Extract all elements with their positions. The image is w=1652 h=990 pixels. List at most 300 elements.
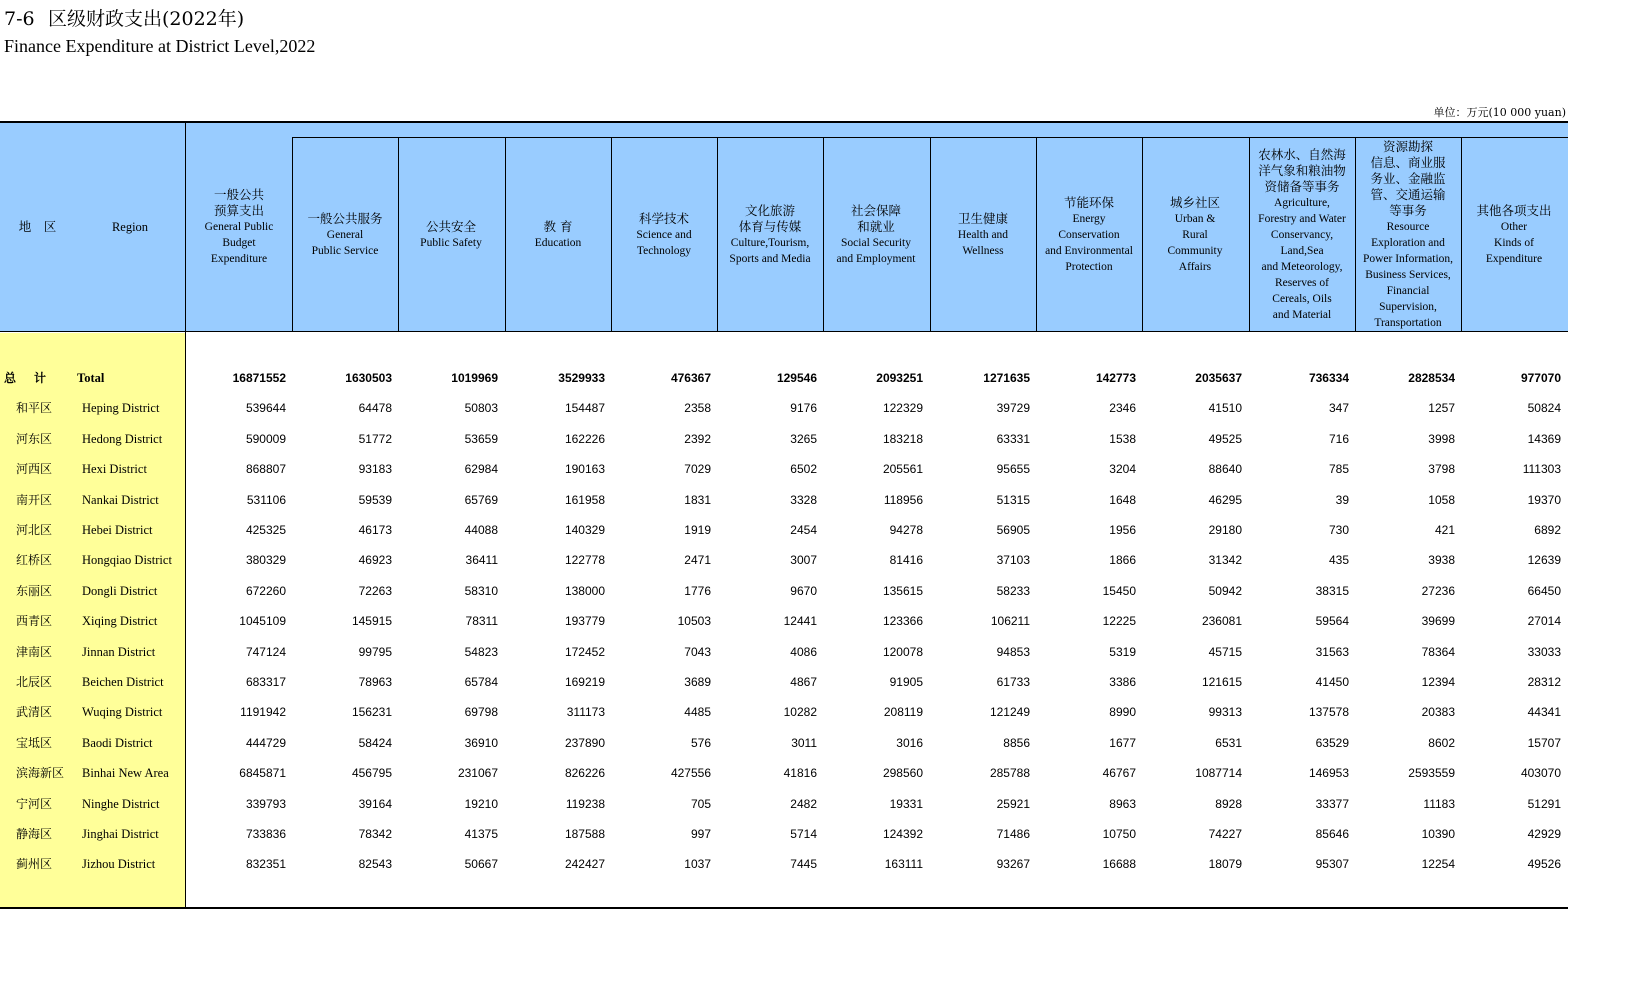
value-cell: 672260: [245, 583, 286, 598]
table-row: [0, 728, 1568, 758]
value-cell: 8602: [1428, 735, 1455, 750]
value-cell: 120078: [882, 644, 923, 659]
value-cell: 14369: [1527, 431, 1561, 446]
column-header: [1355, 138, 1461, 332]
title-chinese-text: 区级财政支出(2022年): [48, 8, 245, 30]
region-name-cn: 宁河区: [16, 796, 53, 811]
region-name-cn: 北辰区: [16, 675, 53, 689]
value-cell: 6892: [1534, 523, 1561, 537]
value-cell: 2828534: [1408, 371, 1455, 385]
value-cell: 41375: [464, 827, 498, 841]
value-cell: 46923: [358, 553, 392, 568]
value-cell: 183218: [882, 431, 923, 446]
table-row: [0, 606, 1568, 636]
value-cell: 3386: [1109, 675, 1136, 689]
column-header: [1249, 138, 1355, 332]
value-cell: 1019969: [451, 371, 498, 385]
value-cell: 298560: [882, 766, 923, 781]
value-cell: 590009: [245, 431, 286, 446]
table-row: [0, 637, 1568, 667]
value-cell: 140329: [564, 523, 605, 537]
value-cell: 716: [1328, 431, 1349, 446]
table-row: [0, 697, 1568, 727]
value-cell: 6845871: [239, 766, 286, 781]
value-cell: 51315: [996, 492, 1030, 507]
value-cell: 10503: [677, 614, 711, 629]
value-cell: 63331: [996, 431, 1030, 446]
value-cell: 54823: [464, 644, 498, 659]
region-name-cn: 东丽区: [16, 583, 53, 598]
region-name-cn: 滨海新区: [16, 766, 65, 781]
column-header-cn: 科学技术: [638, 211, 689, 226]
region-name-en: Jizhou District: [82, 857, 156, 872]
value-cell: 12394: [1421, 675, 1455, 689]
value-cell: 8928: [1215, 796, 1242, 811]
column-header: [1142, 138, 1248, 332]
column-header: [1036, 138, 1142, 332]
value-cell: 93183: [358, 462, 392, 477]
table-row: [0, 667, 1568, 697]
value-cell: 122329: [882, 401, 923, 416]
value-cell: 121615: [1201, 675, 1242, 689]
value-cell: 576: [690, 735, 711, 750]
value-cell: 169219: [564, 675, 605, 689]
value-cell: 868807: [245, 462, 286, 477]
value-cell: 3204: [1109, 462, 1136, 477]
value-cell: 10390: [1421, 827, 1455, 841]
value-cell: 51772: [358, 431, 392, 446]
column-header-en: Urban & Rural Community Affairs: [1167, 213, 1223, 273]
value-cell: 832351: [245, 857, 286, 872]
region-name-en: Hongqiao District: [82, 553, 172, 568]
column-header-cn: 文化旅游 体育与传媒: [738, 203, 802, 234]
value-cell: 3529933: [558, 371, 605, 385]
region-name-en: Hedong District: [82, 431, 163, 446]
value-cell: 531106: [246, 492, 286, 507]
value-cell: 5319: [1109, 644, 1136, 659]
value-cell: 74227: [1208, 827, 1242, 841]
column-header: [186, 122, 292, 332]
column-header-en: Education: [534, 237, 582, 249]
value-cell: 339793: [245, 796, 286, 811]
value-cell: 51291: [1527, 796, 1561, 811]
value-cell: 736334: [1308, 371, 1349, 385]
value-cell: 1538: [1109, 431, 1136, 446]
column-header-cn: 公共安全: [425, 219, 476, 234]
column-header-en: Culture,Tourism, Sports and Media: [729, 237, 811, 265]
value-cell: 61733: [996, 675, 1030, 689]
value-cell: 81416: [889, 553, 923, 568]
table-row: [0, 545, 1568, 575]
table-row: [0, 485, 1568, 515]
value-cell: 6531: [1215, 735, 1242, 750]
value-cell: 8963: [1109, 796, 1136, 811]
value-cell: 93267: [996, 857, 1030, 872]
value-cell: 91905: [889, 675, 923, 689]
value-cell: 476367: [670, 371, 711, 385]
table-row: [0, 849, 1568, 879]
value-cell: 36411: [465, 553, 498, 568]
value-cell: 119238: [565, 796, 605, 811]
page-title-chinese: [4, 4, 244, 31]
region-name-en: Hexi District: [82, 462, 147, 477]
value-cell: 3007: [790, 553, 817, 568]
value-cell: 2358: [684, 401, 711, 416]
value-cell: 41510: [1208, 401, 1242, 416]
value-cell: 205561: [882, 462, 923, 477]
value-cell: 1831: [684, 492, 711, 507]
value-cell: 72263: [358, 583, 392, 598]
value-cell: 3938: [1428, 553, 1455, 568]
value-cell: 2093251: [876, 371, 923, 385]
value-cell: 9176: [790, 401, 817, 416]
value-cell: 69798: [464, 705, 498, 720]
table-row: [0, 393, 1568, 423]
value-cell: 46295: [1208, 492, 1242, 507]
column-header-en: General Public Service: [311, 229, 379, 257]
value-cell: 142773: [1095, 371, 1136, 385]
value-cell: 94853: [996, 644, 1030, 659]
header-top-strip: [292, 122, 1568, 138]
value-cell: 193779: [564, 614, 605, 629]
value-cell: 63529: [1315, 735, 1349, 750]
value-cell: 4867: [790, 675, 817, 689]
value-cell: 118956: [883, 492, 923, 507]
value-cell: 10282: [783, 705, 817, 720]
table-bottom-rule: [0, 907, 1568, 909]
region-name-en: Dongli District: [82, 583, 158, 598]
value-cell: 231067: [457, 766, 498, 781]
region-name-en: Ninghe District: [82, 796, 160, 811]
value-cell: 50667: [464, 857, 498, 872]
value-cell: 6502: [790, 462, 817, 477]
value-cell: 7043: [684, 644, 711, 659]
value-cell: 1866: [1109, 553, 1136, 568]
value-cell: 71486: [996, 827, 1030, 841]
value-cell: 154487: [564, 401, 605, 416]
value-cell: 62984: [464, 462, 498, 477]
value-cell: 39: [1335, 492, 1349, 507]
value-cell: 58310: [464, 583, 498, 598]
value-cell: 705: [690, 796, 711, 811]
column-header: [717, 138, 823, 332]
table-row: [0, 819, 1568, 849]
value-cell: 427556: [670, 766, 711, 781]
region-name-cn: 蓟州区: [16, 857, 53, 872]
region-name-cn: 西青区: [16, 614, 53, 629]
column-header-cn: 教 育: [543, 219, 573, 234]
header-region-cn: 地 区: [18, 219, 57, 234]
value-cell: 997: [690, 827, 711, 841]
value-cell: 99313: [1208, 705, 1242, 720]
value-cell: 58424: [358, 735, 392, 750]
total-row: [0, 363, 1568, 393]
value-cell: 156231: [351, 705, 392, 720]
value-cell: 36910: [464, 735, 498, 750]
value-cell: 2346: [1109, 401, 1136, 416]
value-cell: 99795: [358, 644, 392, 659]
value-cell: 683317: [245, 675, 286, 689]
value-cell: 1257: [1428, 401, 1455, 416]
value-cell: 50942: [1208, 583, 1242, 598]
region-name-en: Beichen District: [82, 675, 164, 689]
value-cell: 347: [1328, 401, 1349, 416]
value-cell: 42929: [1527, 827, 1561, 841]
value-cell: 31563: [1315, 644, 1349, 659]
value-cell: 145915: [351, 614, 392, 629]
value-cell: 33033: [1527, 644, 1561, 659]
column-header-cn: 社会保障 和就业: [850, 203, 901, 234]
table-row: [0, 758, 1568, 788]
value-cell: 78311: [465, 614, 498, 629]
column-header-en: Agriculture, Forestry and Water Conservancy, Land,Sea and Meteorology, Reserves of Cereals, Oils and Material: [1258, 197, 1346, 321]
region-name-cn: 宝坻区: [16, 735, 53, 750]
table-row: [0, 576, 1568, 606]
value-cell: 106211: [990, 614, 1030, 629]
value-cell: 33377: [1315, 796, 1349, 811]
value-cell: 380329: [245, 553, 286, 568]
value-cell: 161958: [564, 492, 605, 507]
region-name-cn: 南开区: [16, 492, 53, 507]
value-cell: 163111: [884, 857, 923, 872]
value-cell: 12441: [783, 614, 817, 629]
value-cell: 190163: [564, 462, 605, 477]
column-header-cn: 一般公共服务: [307, 211, 383, 226]
value-cell: 39164: [358, 796, 392, 811]
value-cell: 29180: [1208, 523, 1242, 537]
value-cell: 19210: [464, 796, 498, 811]
value-cell: 12225: [1102, 614, 1136, 629]
value-cell: 730: [1328, 523, 1349, 537]
column-header: [398, 138, 504, 332]
column-header-en: Resource Exploration and Power Information, Business Services, Financial Supervision, Transportation: [1362, 221, 1454, 329]
region-name-en: Total: [77, 371, 105, 385]
column-header-en: Health and Wellness: [957, 229, 1009, 257]
value-cell: 19331: [889, 796, 923, 811]
value-cell: 237890: [564, 735, 605, 750]
region-name-en: Jinghai District: [82, 827, 159, 841]
value-cell: 2454: [790, 523, 817, 537]
value-cell: 50803: [464, 401, 498, 416]
table-row: [0, 454, 1568, 484]
value-cell: 95307: [1315, 857, 1349, 872]
value-cell: 425325: [245, 523, 286, 537]
region-name-cn: 总计: [4, 371, 65, 385]
value-cell: 65784: [464, 675, 498, 689]
value-cell: 3689: [684, 675, 711, 689]
value-cell: 37103: [996, 553, 1030, 568]
value-cell: 111303: [1522, 462, 1561, 477]
value-cell: 2471: [684, 553, 711, 568]
value-cell: 2035637: [1195, 371, 1242, 385]
table-number: 7-6: [4, 8, 35, 30]
value-cell: 10750: [1102, 827, 1136, 841]
value-cell: 1045109: [239, 614, 286, 629]
value-cell: 236081: [1201, 614, 1242, 629]
header-region-en: Region: [111, 220, 149, 234]
value-cell: 1919: [684, 523, 711, 537]
value-cell: 1271635: [983, 371, 1030, 385]
value-cell: 129546: [776, 371, 817, 385]
region-name-cn: 河东区: [16, 431, 53, 446]
column-header-en: General Public Budget Expenditure: [204, 221, 274, 265]
value-cell: 435: [1328, 553, 1349, 568]
value-cell: 826226: [564, 766, 605, 781]
column-header-en: Other Kinds of Expenditure: [1485, 221, 1543, 265]
value-cell: 65769: [464, 492, 498, 507]
value-cell: 403070: [1520, 766, 1561, 781]
value-cell: 162226: [564, 431, 605, 446]
value-cell: 78342: [358, 827, 392, 841]
region-name-en: Jinnan District: [82, 644, 156, 659]
value-cell: 19370: [1527, 492, 1561, 507]
value-cell: 44341: [1527, 705, 1561, 720]
value-cell: 85646: [1315, 827, 1349, 841]
column-header: [611, 138, 717, 332]
value-cell: 78963: [358, 675, 392, 689]
column-header: [823, 138, 929, 332]
value-cell: 46173: [358, 523, 392, 537]
value-cell: 59564: [1315, 614, 1349, 629]
region-name-en: Binhai New Area: [82, 766, 169, 781]
value-cell: 82543: [358, 857, 392, 872]
value-cell: 44088: [464, 523, 498, 537]
value-cell: 242427: [564, 857, 605, 872]
value-cell: 11183: [1423, 796, 1455, 811]
value-cell: 977070: [1520, 371, 1561, 385]
column-header: [505, 138, 611, 332]
column-header-en: Public Safety: [420, 237, 482, 249]
value-cell: 41816: [783, 766, 817, 781]
value-cell: 208119: [883, 705, 923, 720]
value-cell: 12639: [1527, 553, 1561, 568]
value-cell: 38315: [1315, 583, 1349, 598]
region-name-en: Nankai District: [82, 492, 159, 507]
value-cell: 3016: [896, 735, 923, 750]
value-cell: 18079: [1208, 857, 1242, 872]
value-cell: 3265: [790, 431, 817, 446]
value-cell: 421: [1434, 523, 1455, 537]
region-name-cn: 河西区: [16, 462, 53, 477]
value-cell: 3011: [791, 735, 817, 750]
column-header: [292, 138, 398, 332]
value-cell: 20383: [1421, 705, 1455, 720]
value-cell: 45715: [1208, 644, 1242, 659]
value-cell: 88640: [1208, 462, 1242, 477]
value-cell: 28312: [1527, 675, 1561, 689]
value-cell: 137578: [1308, 705, 1349, 720]
value-cell: 4485: [684, 705, 711, 720]
column-header: [1461, 138, 1567, 332]
table-row: [0, 424, 1568, 454]
value-cell: 2593559: [1408, 766, 1455, 781]
region-name-en: Baodi District: [82, 735, 153, 750]
value-cell: 12254: [1421, 857, 1455, 872]
value-cell: 785: [1328, 462, 1349, 477]
value-cell: 7029: [684, 462, 711, 477]
page-title-english: Finance Expenditure at District Level,2022: [4, 36, 316, 56]
value-cell: 49526: [1527, 857, 1561, 872]
value-cell: 444729: [245, 735, 286, 750]
value-cell: 1037: [684, 857, 711, 872]
region-name-cn: 静海区: [16, 827, 53, 841]
value-cell: 5714: [790, 827, 817, 841]
value-cell: 3998: [1428, 431, 1455, 446]
value-cell: 456795: [351, 766, 392, 781]
value-cell: 66450: [1527, 583, 1561, 598]
value-cell: 3328: [790, 492, 817, 507]
value-cell: 39699: [1421, 614, 1455, 629]
region-name-cn: 武清区: [16, 705, 53, 720]
value-cell: 9670: [790, 583, 817, 598]
value-cell: 1058: [1428, 492, 1455, 507]
column-header-cn: 资源勘探 信息、商业服 务业、金融监 管、交通运输 等事务: [1370, 139, 1446, 218]
value-cell: 15707: [1527, 735, 1561, 750]
value-cell: 2482: [790, 796, 817, 811]
value-cell: 187588: [564, 827, 605, 841]
value-cell: 121249: [989, 705, 1030, 720]
value-cell: 16688: [1102, 857, 1136, 872]
region-name-cn: 津南区: [16, 644, 53, 659]
region-name-cn: 河北区: [16, 523, 53, 537]
column-header-en: Social Security and Employment: [836, 237, 916, 265]
value-cell: 31342: [1208, 553, 1242, 568]
value-cell: 16871552: [232, 371, 286, 385]
value-cell: 53659: [464, 431, 498, 446]
value-cell: 138000: [564, 583, 605, 598]
value-cell: 3798: [1428, 462, 1455, 477]
value-cell: 1956: [1109, 523, 1136, 537]
column-header: [930, 138, 1036, 332]
value-cell: 123366: [882, 614, 923, 629]
value-cell: 27236: [1421, 583, 1455, 598]
column-header-en: Science and Technology: [636, 229, 692, 257]
value-cell: 8990: [1109, 705, 1136, 720]
value-cell: 94278: [889, 523, 923, 537]
value-cell: 146953: [1308, 766, 1349, 781]
value-cell: 39729: [996, 401, 1030, 416]
column-header-en: Energy Conservation and Environmental Protection: [1045, 213, 1133, 273]
value-cell: 58233: [996, 583, 1030, 598]
value-cell: 122778: [564, 553, 605, 568]
value-cell: 25921: [996, 796, 1030, 811]
value-cell: 1677: [1109, 735, 1136, 750]
value-cell: 311173: [566, 705, 605, 720]
region-name-cn: 和平区: [16, 401, 53, 416]
value-cell: 59539: [358, 492, 392, 507]
table-row: [0, 515, 1568, 545]
table-row: [0, 789, 1568, 819]
region-name-en: Heping District: [82, 401, 160, 416]
column-header-cn: 节能环保: [1063, 195, 1114, 210]
region-name-en: Hebei District: [82, 523, 153, 537]
value-cell: 747124: [245, 644, 286, 659]
value-cell: 4086: [790, 644, 817, 659]
column-header-cn: 卫生健康: [957, 211, 1008, 226]
region-name-en: Xiqing District: [82, 614, 158, 629]
value-cell: 1776: [684, 583, 711, 598]
column-header-cn: 城乡社区: [1169, 195, 1220, 210]
value-cell: 285788: [989, 766, 1030, 781]
column-header-cn: 一般公共 预算支出: [213, 187, 264, 218]
value-cell: 46767: [1102, 766, 1136, 781]
value-cell: 78364: [1421, 644, 1455, 659]
region-name-en: Wuqing District: [82, 705, 163, 720]
value-cell: 1087714: [1195, 766, 1242, 781]
value-cell: 135615: [882, 583, 923, 598]
unit-label: 单位：万元(10 000 yuan): [1433, 106, 1566, 119]
value-cell: 2392: [684, 431, 711, 446]
